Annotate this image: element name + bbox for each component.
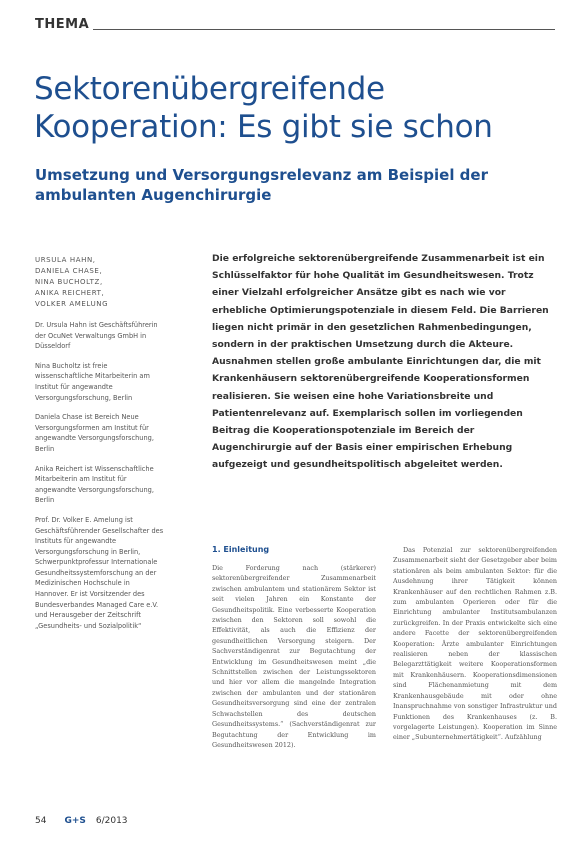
- article-title-line1: Sektorenübergreifende: [34, 71, 385, 107]
- author-name: VOLKER AMELUNG: [35, 300, 109, 308]
- author-name: URSULA HAHN,: [35, 256, 96, 264]
- page-number: 54: [35, 816, 47, 826]
- author-list: [35, 255, 165, 310]
- body-columns: [212, 545, 557, 750]
- body-column-right: [393, 545, 557, 750]
- author-bio: Anika Reichert ist Wissenschaftliche Mitarbeiterin am Institut für angewandte Versorgungsforschung, Berlin: [35, 464, 154, 505]
- section-header: [35, 12, 555, 32]
- author-sidebar: [35, 255, 165, 640]
- lead-paragraph: Die erfolgreiche sektorenübergreifende Zusammenarbeit ist ein Schlüsselfaktor für hohe Qualität im Gesundheitswesen. Trotz einer Vielzahl erfolgreicher Ansätze gibt es nach wie vor erhebliche Optimierungspotenziale in diesem Feld. Die Barrieren liegen nicht primär in den gesetzlichen Rahmenbedingungen, sondern in der praktischen Umsetzung durch die Akteure. Ausnahmen stellen große ambulante Einrichtungen dar, die mit Krankenhäusern sektorenübergreifende Kooperationsformen realisieren. Sie weisen eine hohe Variationsbreite und Patientenrelevanz auf. Exemplarisch sollen im vorliegenden Beitrag die Kooperationspotenziale im Bereich der Augenchirurgie auf der Basis einer empirischen Erhebung aufgezeigt und gesundheitspolitisch abgeleitet werden.: [212, 253, 549, 471]
- section-label: THEMA: [35, 17, 90, 32]
- author-bio: Dr. Ursula Hahn ist Geschäftsführerin der OcuNet Verwaltungs GmbH in Düsseldorf: [35, 321, 158, 351]
- body-column-left: [212, 545, 376, 750]
- journal-name: G+S: [64, 816, 86, 826]
- author-bio: Nina Bucholtz ist freie wissenschaftliche Mitarbeiterin am Institut für angewandte Versorgungsforschung, Berlin: [35, 361, 150, 402]
- page-footer: [35, 816, 235, 826]
- article-title-line2: Kooperation: Es gibt sie schon: [34, 109, 493, 145]
- author-bio: Prof. Dr. Volker E. Amelung ist Geschäftsführender Gesellschafter des Instituts für angewandte Versorgungsforschung in Berlin, Schwerpunktprofessur Internationale Gesundheitssystemforschung an der Medizinischen Hochschule in Hannover. Er ist Vorsitzender des Bundesverbandes Managed Care e.V. und Herausgeber der Zeitschrift „Gesundheits- und Sozialpolitik“: [35, 515, 164, 630]
- author-name: NINA BUCHOLTZ,: [35, 278, 103, 286]
- body-paragraph: Das Potenzial zur sektorenübergreifenden Zusammenarbeit sieht der Gesetzgeber aber beim stationären als beim ambulanten Sektor: für die Ausdehnung ihrer Tätigkeit können Krankenhäuser auf den rechtlichen Rahmen z.B. zum ambulanten Operieren oder für die Einrichtung ambulanter Institutsambulanzen zurückgreifen. In der Praxis entwickelte sich eine andere Facette der sektorenübergreifenden Kooperation: Ärzte ambulanter Einrichtungen realisieren neben der klassischen Belegarzttätigkeit weitere Kooperationsformen mit Krankenhäusern. Kooperationsdimensionen sind Flächenanmietung mit dem Krankenhausgebäude mit oder ohne Inanspruchnahme von sonstiger Infrastruktur und Funktionen des Krankenhauses (z. B. vorgelagerte Leistungen). Kooperation im Sinne einer „Subunternehmertätigkeit“. Aufzählung: [393, 546, 557, 742]
- journal-issue: 6/2013: [95, 816, 128, 826]
- body-paragraph: Die Forderung nach (stärkerer) sektorenübergreifender Zusammenarbeit zwischen ambulantem und stationärem Sektor ist seit vielen Jahren ein Konstante der Gesundheitspolitik. Eine verbesserte Kooperation zwischen den Sektoren soll sowohl die Effektivität, als auch die Effizienz der gesundheitlichen Versorgung steigern. Der Sachverständigenrat zur Begutachtung der Entwicklung im Gesundheitswesen meint „die Schnittstellen zwischen der Leistungssektoren und hier vor allem die mangelnde Integration zwischen der ambulanten und der stationären Gesundheitsversorgung sind eine der zentralen Schwachstellen des deutschen Gesundheitssystems.“ (Sachverständigenrat zur Begutachtung der Entwicklung im Gesundheitswesen 2012).: [212, 564, 376, 749]
- article-subtitle: Umsetzung und Versorgungsrelevanz am Beispiel der ambulanten Augenchirurgie: [35, 166, 488, 204]
- author-name: ANIKA REICHERT,: [35, 289, 105, 297]
- author-bio: Daniela Chase ist Bereich Neue Versorgungsformen am Institut für angewandte Versorgungsforschung, Berlin: [35, 413, 154, 453]
- section-heading: 1. Einleitung: [212, 545, 270, 554]
- article-title: [34, 70, 554, 146]
- author-name: DANIELA CHASE,: [35, 267, 103, 275]
- section-rule: [93, 29, 555, 30]
